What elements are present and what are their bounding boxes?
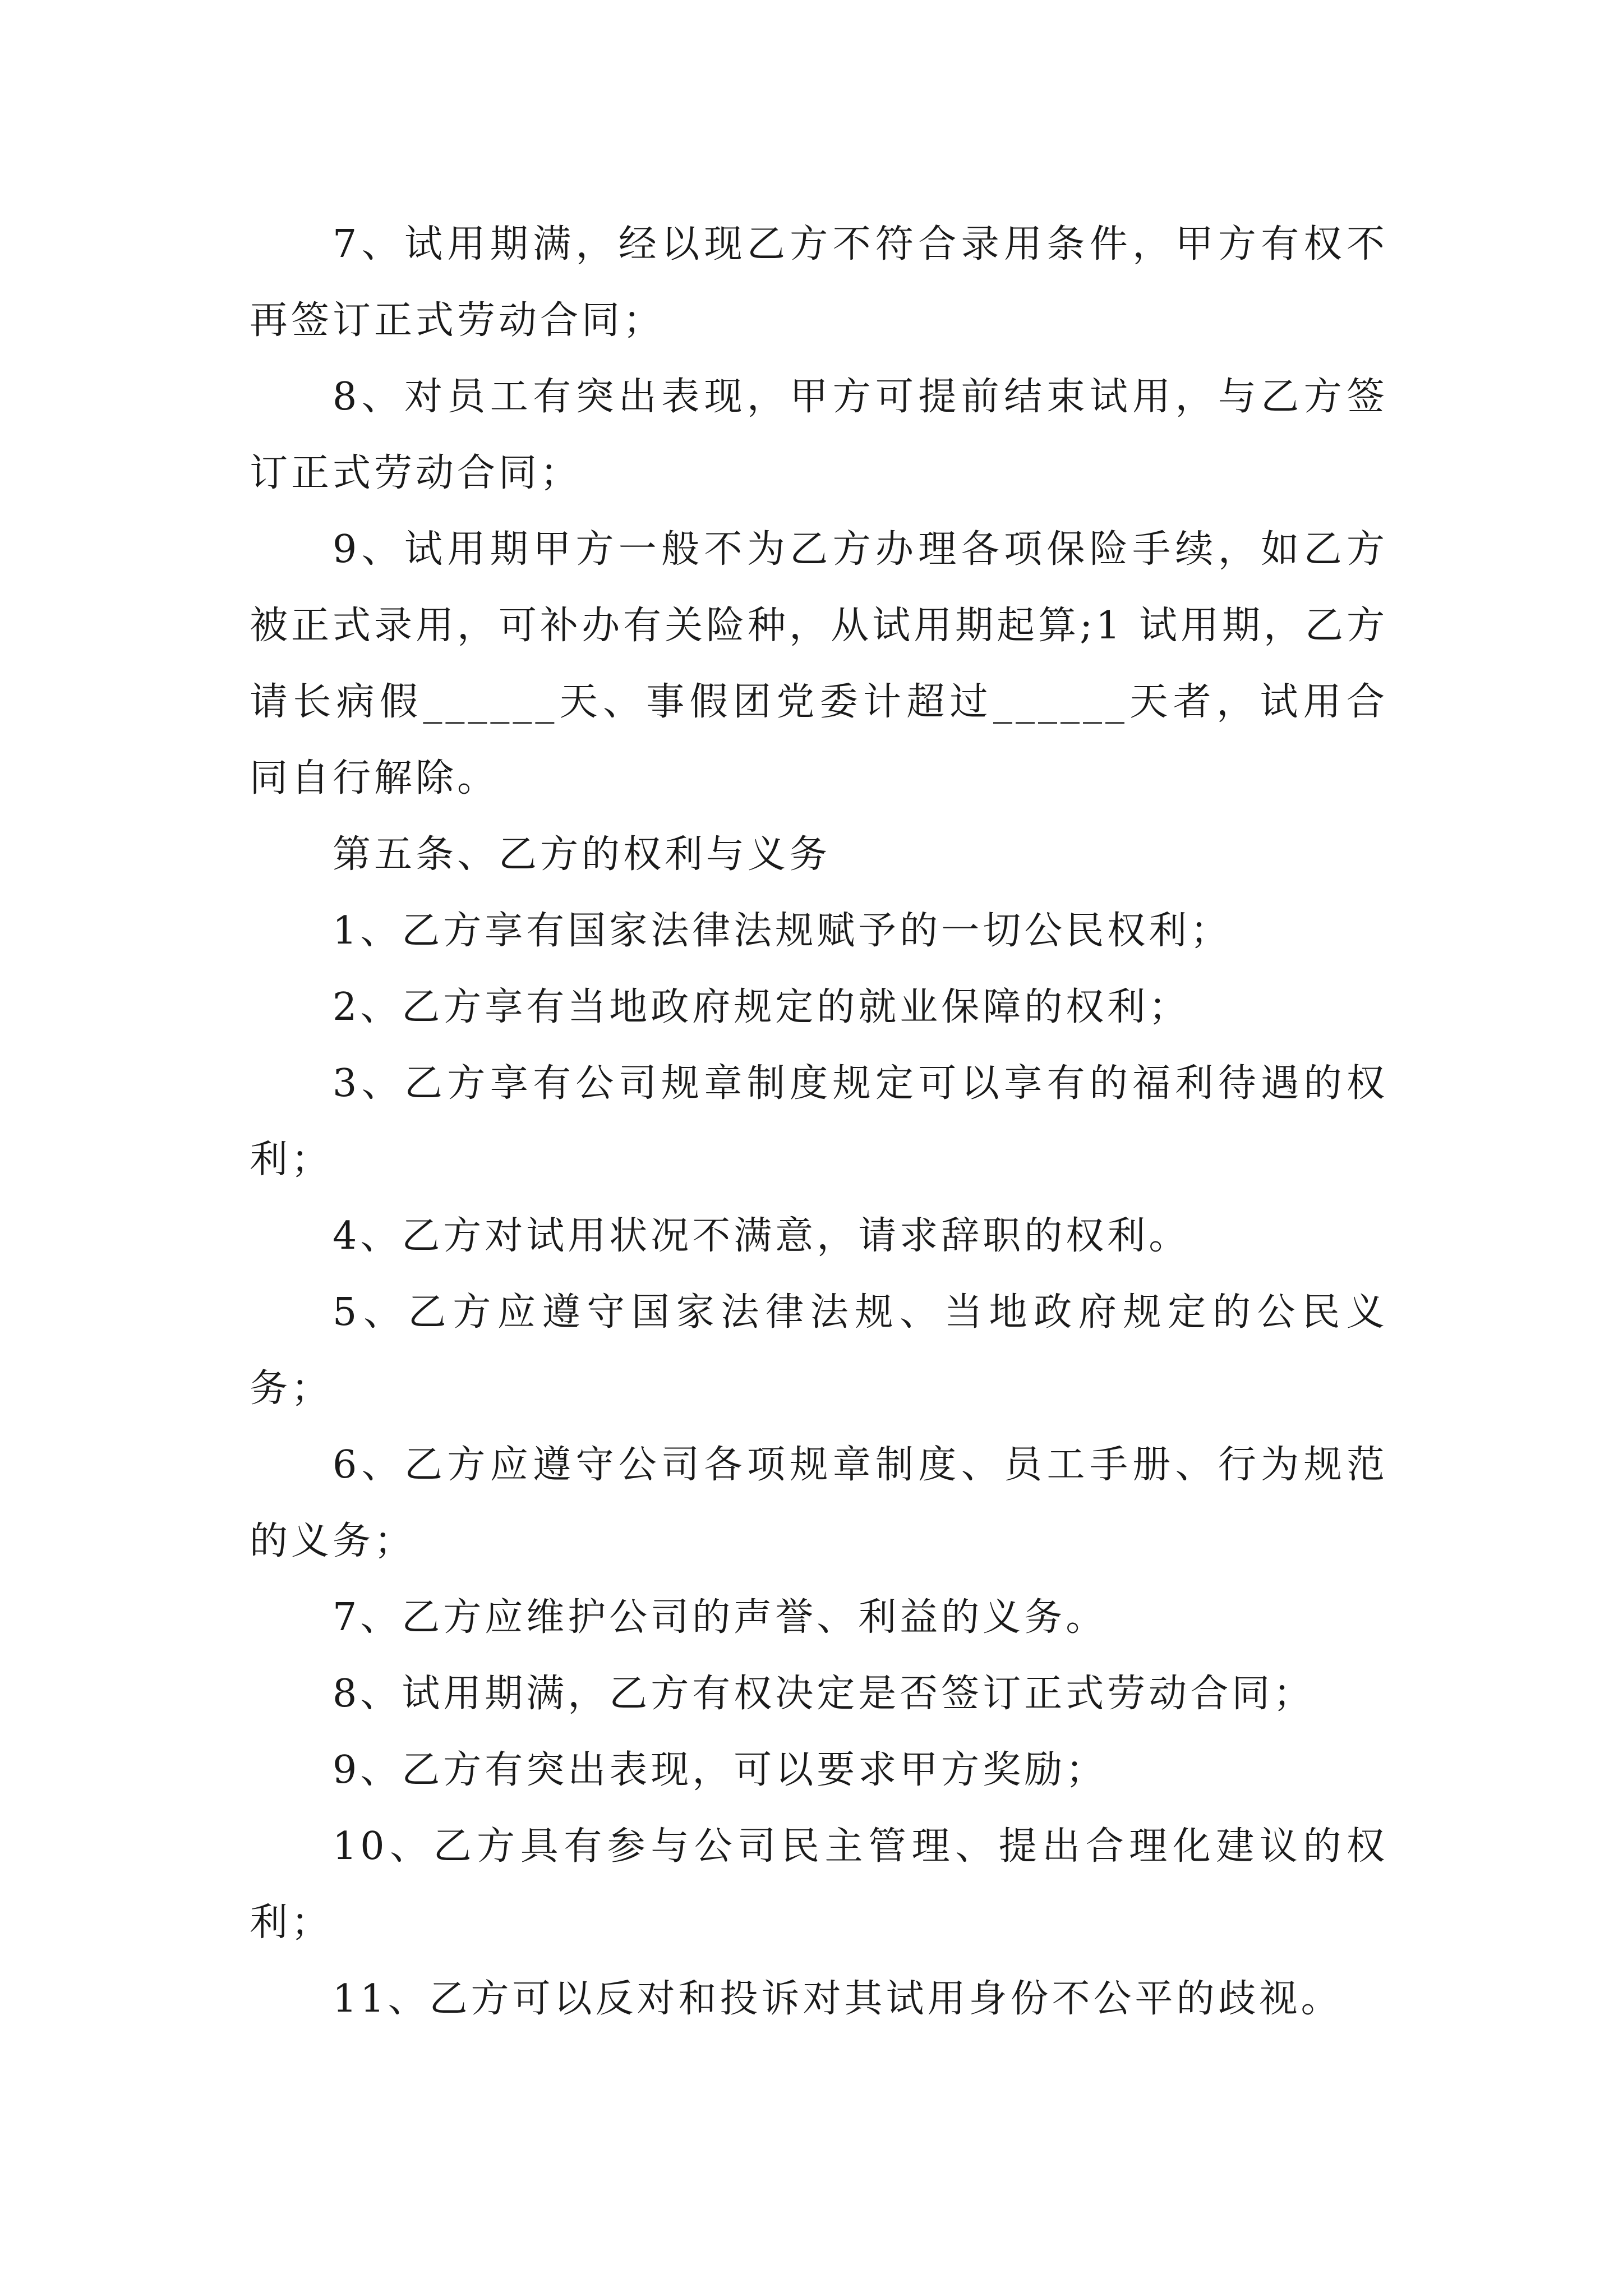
document-page (250, 206, 1388, 2037)
paragraph-right-9: 9、乙方有突出表现，可以要求甲方奖励； (333, 1748, 1108, 1792)
paragraph-duty-5: 5、乙方应遵守国家法律法规、当地政府规定的公民义务； (250, 1290, 1388, 1411)
paragraph-duty-6: 6、乙方应遵守公司各项规章制度、员工手册、行为规范的义务； (250, 1443, 1388, 1563)
paragraph-duty-7: 7、乙方应维护公司的声誉、利益的义务。 (333, 1595, 1108, 1640)
paragraph-right-3: 3、乙方享有公司规章制度规定可以享有的福利待遇的权利； (250, 1061, 1388, 1182)
paragraph-right-4: 4、乙方对试用状况不满意，请求辞职的权利。 (333, 1214, 1191, 1258)
paragraph-probation-7: 7、试用期满，经以现乙方不符合录用条件，甲方有权不再签订正式劳动合同； (250, 222, 1388, 343)
paragraph-probation-9: 9、试用期甲方一般不为乙方办理各项保险手续，如乙方被正式录用，可补办有关险种，从试用期起算;1 试用期，乙方请长病假______天、事假团党委计超过______天者，试用合同自行解除。 (250, 527, 1388, 800)
paragraph-right-2: 2、乙方享有当地政府规定的就业保障的权利； (333, 985, 1191, 1029)
paragraph-right-11: 11、乙方可以反对和投诉对其试用身份不公平的歧视。 (333, 1977, 1343, 2021)
paragraph-probation-8: 8、对员工有突出表现，甲方可提前结束试用，与乙方签订正式劳动合同； (250, 375, 1388, 495)
paragraph-right-8: 8、试用期满，乙方有权决定是否签订正式劳动合同； (333, 1672, 1315, 1716)
section-heading-article-5: 第五条、乙方的权利与义务 (333, 832, 831, 877)
paragraph-right-10: 10、乙方具有参与公司民主管理、提出合理化建议的权利； (250, 1824, 1388, 1945)
paragraph-right-1: 1、乙方享有国家法律法规赋予的一切公民权利； (333, 909, 1232, 953)
